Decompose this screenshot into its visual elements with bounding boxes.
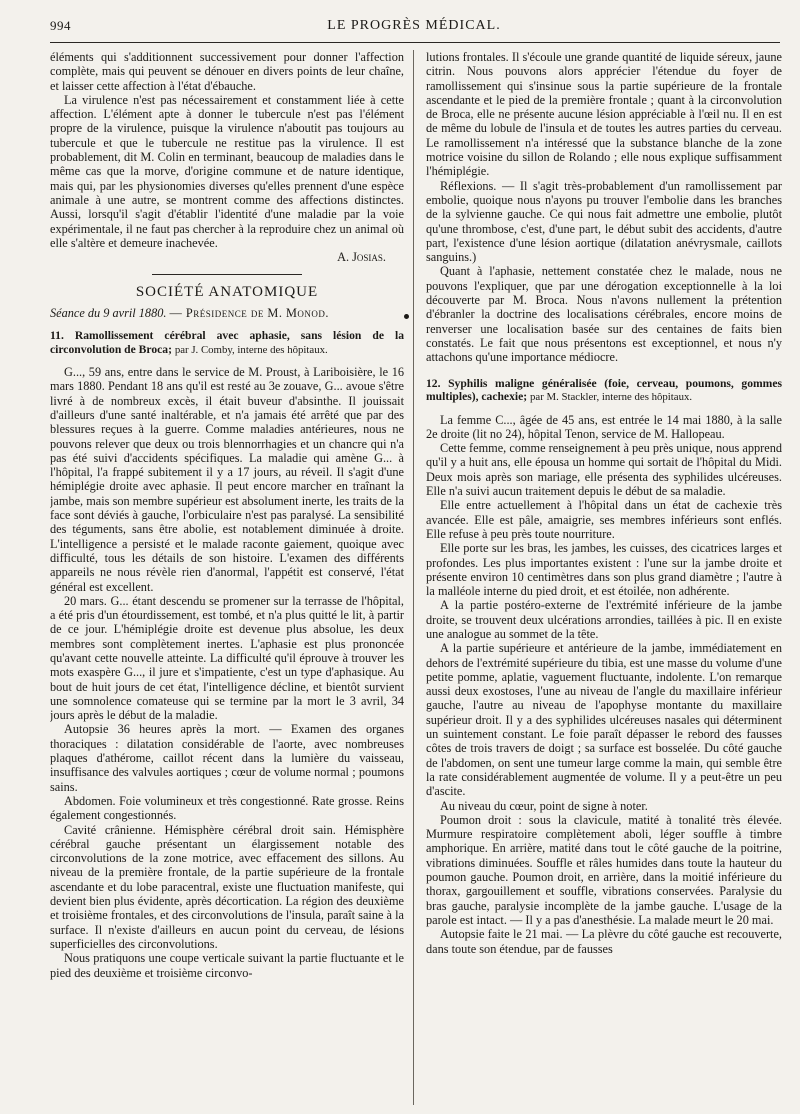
right-column bbox=[426, 50, 782, 1105]
case-paragraph: Cavité crânienne. Hémisphère cérébral droit sain. Hémisphère cérébral gauche présentant un élargissement notable des circonvolutions de la zone motrice, avec effacement des sillons. Au niveau de la première frontale, de la partie supérieure de la frontale ascendante et du lobe paracentral, existe une fluctuation manifeste, qui devient bien plus évidente, après décortication. La région des deuxième et troisième frontales, et des circonvolutions de l'insula, paraît saine à la surface. Il n'existe d'ailleurs en aucun point du cerveau, de lésions superficielles des circonvolutions. bbox=[50, 822, 404, 951]
case-paragraph: La femme C..., âgée de 45 ans, est entrée le 14 mai 1880, à la salle 2e droite (lit no 24), hôpital Tenon, service de M. Hallopeau. bbox=[426, 412, 782, 441]
section-separator bbox=[152, 274, 302, 275]
page-number: 994 bbox=[50, 18, 71, 33]
case-paragraph: Autopsie 36 heures après la mort. — Examen des organes thoraciques : dilatation considérable de l'aorte, avec nombreuses plaques d'athérome, caillot récent dans la lumière du vaisseau, insuffisance des valvules aortiques ; cœur de volume normal ; poumons sains. bbox=[50, 722, 404, 794]
journal-title: LE PROGRÈS MÉDICAL. bbox=[327, 18, 501, 33]
spacer bbox=[426, 365, 782, 373]
signature: A. Josias. bbox=[337, 250, 386, 265]
page-header bbox=[50, 18, 778, 38]
case-title bbox=[50, 329, 404, 357]
margin-dot bbox=[404, 314, 409, 319]
case-title bbox=[426, 377, 782, 405]
section-title: SOCIÉTÉ ANATOMIQUE bbox=[135, 284, 319, 301]
case-paragraph: Autopsie faite le 21 mai. — La plèvre du côté gauche est recouverte, dans toute son étendue, par de fausses bbox=[426, 927, 782, 956]
case-paragraph: Elle porte sur les bras, les jambes, les cuisses, des cicatrices larges et profondes. Les plus importantes existent : l'une sur la jambe droite et présente environ 10 centimètres dans son plus grand diamètre ; l'autre à la malléole interne du pied droit, et est étoilée, non adhérente. bbox=[426, 541, 782, 599]
case-paragraph: Abdomen. Foie volumineux et très congestionné. Rate grosse. Reins également congestionnés. bbox=[50, 793, 404, 823]
case-paragraph: A la partie supérieure et antérieure de la jambe, immédiatement en dehors de l'extrémité supérieure du tibia, est une masse du volume d'une petite pomme, aplatie, vaguement fluctuante, indolente. L'on remarque aussi deux exostoses, l'une au niveau de l'angle du maxillaire inférieur gauche, l'autre au niveau de l'apophyse montante du maxillaire supérieur droit. Il y a des syphilides ulcéreuses nasales qui déterminent un suintement constant. Le foie paraît dépasser le rebord des fausses côtes de trois travers de doigt ; sa surface est bosselée. Du côté gauche de l'abdomen, on sent une tumeur large comme la main, qui semble être la rate considérablement augmentée de volume. Il y a peut-être un peu d'ascite. bbox=[426, 641, 782, 799]
case-paragraph: 20 mars. G... étant descendu se promener sur la terrasse de l'hôpital, a été pris d'un étourdissement, est tombé, et n'a plus quitté le lit, à partir de ce jour. L'hémiplégie droite est devenue plus absolue, les deux membres sont complètement inertes. L'aphasie est plus prononcée qu'avant cette nouvelle atteinte. La difficulté qu'il éprouve à trouver les mots exaspère G..., il jure et s'impatiente, c'est un type d'aphasique. Au bout de huit jours de cet état, l'intelligence décline, et bientôt survient une somnolence comateuse qui se termine par la mort le 3 avril, 34 jours après le début de la maladie. bbox=[50, 593, 404, 723]
case-author: par M. Stackler, interne des hôpitaux. bbox=[530, 391, 693, 404]
case-paragraph: lutions frontales. Il s'écoule une grande quantité de liquide séreux, jaune citrin. Nous pouvons alors apprécier l'étendue du foyer de ramollissement qui s'insinue sous la partie supérieure de la frontale ascendante et le pied de la première frontale ; quant à la circonvolution de Broca, elle ne présente aucune lésion appréciable à l'œil nu. Il en est de même du lobule de l'insula et de toutes les autres parties du cerveau. Le ramollissement n'a intéressé que la substance blanche de la zone motrice voisine du sillon de Rolando ; elle nous explique suffisamment l'hémiplégie. bbox=[426, 50, 782, 179]
case-paragraph: G..., 59 ans, entre dans le service de M. Proust, à Lariboisière, le 16 mars 1880. Pendant 18 ans qu'il est resté au 3e zouave, G... avoue s'être livré à de nombreux excès, il était buveur d'absinthe. Il jouissait d'ailleurs d'une santé inaltérable, et n'a jamais été arrêté que par des blessures reçues à la guerre. Comme maladies antérieures, nous ne pouvons relever que deux ou trois blennorrhagies et un chancre qui n'a pas été suivi d'accidents spécifiques. La maladie qui amène G... à l'hôpital, l'a frappé subitement il y a 17 jours, au réveil. Il s'agit d'une hémiplégie droite avec aphasie. Il peut encore marcher en traînant la jambe, mais son membre supérieur est absolument inerte, les traits de la face sont déviés à gauche, l'orbiculaire n'est pas paralysé. La sensibilité des téguments, sans être abolie, est notablement diminuée à droite. L'intelligence a persisté et le malade raconte gaiement, quoique avec difficulté, tous les détails de son histoire. L'examen des différents appareils ne nous révèle rien d'anormal, l'appétit est conservé, l'état général est excellent. bbox=[50, 365, 404, 594]
case-paragraph: Elle entre actuellement à l'hôpital dans un état de cachexie très avancée. Elle est pâle, amaigrie, ses membres inférieurs sont enflés. Elle refuse à peu près toute nourriture. bbox=[426, 498, 782, 541]
intro-paragraph: éléments qui s'additionnent successivement pour donner l'affection complète, mais qui peuvent se dénouer en divers points de leur chaîne, et laisser cette affection à l'état d'ébauche. bbox=[50, 50, 404, 93]
case-author: par J. Comby, interne des hôpitaux. bbox=[174, 343, 328, 356]
case-paragraph: Au niveau du cœur, point de signe à noter. bbox=[440, 798, 648, 813]
case-paragraph: Cette femme, comme renseignement à peu près unique, nous apprend qu'il y a huit ans, elle épousa un homme qui sortait de l'hôpital du Midi. Deux mois après son mariage, elle présenta des syphilides ulcéreuses. Elle n'a suivi aucun traitement depuis le début de sa maladie. bbox=[426, 441, 782, 499]
intro-paragraph: La virulence n'est pas nécessairement et constamment liée à cette affection. L'élément apte à donner le tubercule n'est pas l'élément propre de la virulence, puisque la virulence n'aboutit pas toujours au tubercule et que le tubercule ne restitue pas la virulence. Il est probablement, dit M. Colin en terminant, beaucoup de maladies dans le même cas que la morve, d'origine commune et de nature identique, mais qui, par les physionomies diverses qu'elles prennent d'une espèce animale à une autre, se montrent comme des affections distinctes. Aussi, lorsqu'il s'agit d'établir l'identité d'une maladie par la voie expérimentale, il ne faut pas chercher à la reproduire chez un animal où elle s'altère et demeure inachevée. bbox=[50, 92, 404, 250]
case-title-text: 12. Syphilis maligne généralisée (foie, cerveau, poumons, gommes multiples), cachexie; bbox=[426, 376, 782, 404]
case-title-text: 11. Ramollissement cérébral avec aphasie, sans lésion de la circonvolution de Broca; bbox=[50, 329, 404, 356]
header-rule bbox=[50, 42, 780, 43]
case-paragraph: Poumon droit : sous la clavicule, matité à tonalité très élevée. Murmure respiratoire complètement aboli, léger souffle à timbre amphorique. En arrière, matité dans tout le côté gauche de la poitrine, vibrations diminuées. Souffle et râles humides dans toute la hauteur du poumon gauche. Poumon droit, en arrière, dans la moitié inférieure du thorax, gargouillement et souffle, vibrations conservées. Paralysie du bras gauche, paralysie incomplète de la jambe gauche. L'usage de la parole est intact. — Il y a pas d'anesthésie. La malade meurt le 20 mai. bbox=[426, 812, 782, 927]
case-paragraph: Réflexions. — Il s'agit très-probablement d'un ramollissement par embolie, quoique nous n'ayons pu trouver l'embolie dans les branches de la sylvienne gauche. Ce qui nous fait admettre une embolie, plutôt qu'une thrombose, c'est, d'une part, le début subit des accidents, d'autre part, l'existence d'une lésion aortique (dilatation anévrysmale, caillots sanguins.) bbox=[426, 178, 782, 265]
case-paragraph: Nous pratiquons une coupe verticale suivant la partie fluctuante et le pied des deuxième et troisième circonvo- bbox=[50, 951, 404, 980]
seance-date: Séance du 9 avril 1880. bbox=[50, 305, 167, 320]
column-divider bbox=[413, 50, 414, 1105]
left-column bbox=[50, 50, 404, 1105]
seance-president: — Présidence de M. Monod. bbox=[169, 305, 329, 320]
seance-line bbox=[50, 306, 404, 320]
case-paragraph: A la partie postéro-externe de l'extrémité inférieure de la jambe droite, se trouvent deux ulcérations arrondies, taillées à pic. Il en existe une analogue au sommet de la tête. bbox=[426, 598, 782, 641]
case-paragraph: Quant à l'aphasie, nettement constatée chez le malade, nous ne pouvons l'expliquer, que par une dérogation exceptionnelle à la loi découverte par M. Broca. Nous n'avons nullement la prétention d'ébranler la doctrine des localisations cérébrales, encore moins de renverser une localisation basée sur des centaines de faits bien constatés. Le fait que nous présentons est exceptionnel, et nous n'y attachons qu'une importance médiocre. bbox=[426, 264, 782, 365]
